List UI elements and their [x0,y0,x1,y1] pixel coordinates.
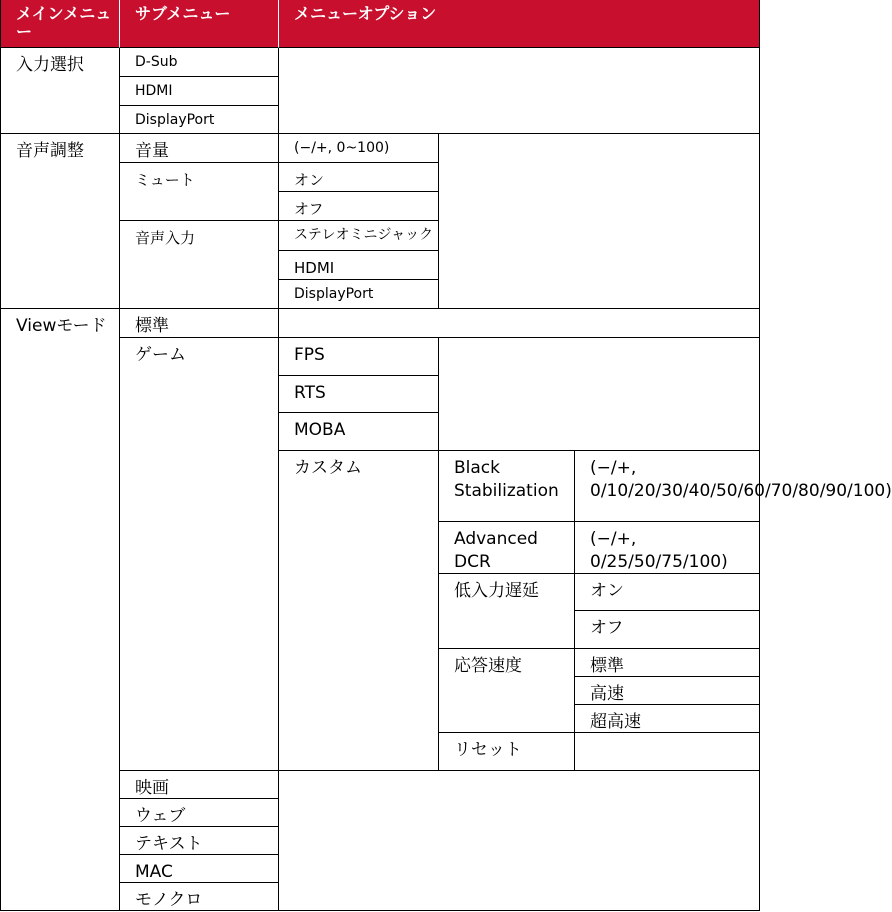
custom-reset-option-blank [575,733,760,771]
submenu-text: テキスト [120,827,279,855]
custom-response-time: 応答速度 [439,649,575,733]
option-rts: RTS [279,376,439,413]
submenu-volume: 音量 [120,134,279,163]
main-menu-view-mode: Viewモード [0,309,120,911]
submenu-dsub: D-Sub [120,48,279,77]
header-sub-menu: サブメニュー [120,0,279,48]
others-option-blank [279,771,760,911]
option-mute-off: オフ [279,192,439,221]
submenu-hdmi: HDMI [120,77,279,106]
header-menu-option: メニューオプション [279,0,760,48]
submenu-displayport: DisplayPort [120,106,279,134]
submenu-game: ゲーム [120,338,279,771]
main-menu-audio-adjust: 音声調整 [0,134,120,309]
option-audio-hdmi: HDMI [279,251,439,280]
audio-adjust-option-blank [439,134,760,309]
game-option-blank [439,338,760,451]
low-input-lag-off: オフ [575,611,760,649]
submenu-standard: 標準 [120,309,279,338]
custom-low-input-lag: 低入力遅延 [439,574,575,649]
response-time-fast: 高速 [575,677,760,705]
submenu-mac: MAC [120,855,279,883]
standard-option-blank [279,309,760,338]
header-main-menu: メインメニュー [0,0,120,48]
response-time-ultra-fast: 超高速 [575,705,760,733]
custom-reset: リセット [439,733,575,771]
input-select-option-blank [279,48,760,134]
main-menu-input-select: 入力選択 [0,48,120,134]
submenu-mute: ミュート [120,163,279,221]
low-input-lag-on: オン [575,574,760,611]
submenu-audio-input: 音声入力 [120,221,279,309]
submenu-web: ウェブ [120,799,279,827]
custom-black-stabilization-values: (−/+, 0/10/20/30/40/50/60/70/80/90/100) [575,451,760,522]
option-custom: カスタム [279,451,439,771]
response-time-standard: 標準 [575,649,760,677]
submenu-movie: 映画 [120,771,279,799]
option-audio-displayport: DisplayPort [279,280,439,309]
custom-advanced-dcr: Advanced DCR [439,522,575,574]
option-moba: MOBA [279,413,439,451]
option-volume-range: (−/+, 0~100) [279,134,439,163]
option-fps: FPS [279,338,439,376]
custom-black-stabilization: Black Stabilization [439,451,575,522]
option-stereo-mini-jack: ステレオミニジャック [279,221,439,251]
custom-advanced-dcr-values: (−/+, 0/25/50/75/100) [575,522,760,574]
option-mute-on: オン [279,163,439,192]
submenu-mono: モノクロ [120,883,279,911]
